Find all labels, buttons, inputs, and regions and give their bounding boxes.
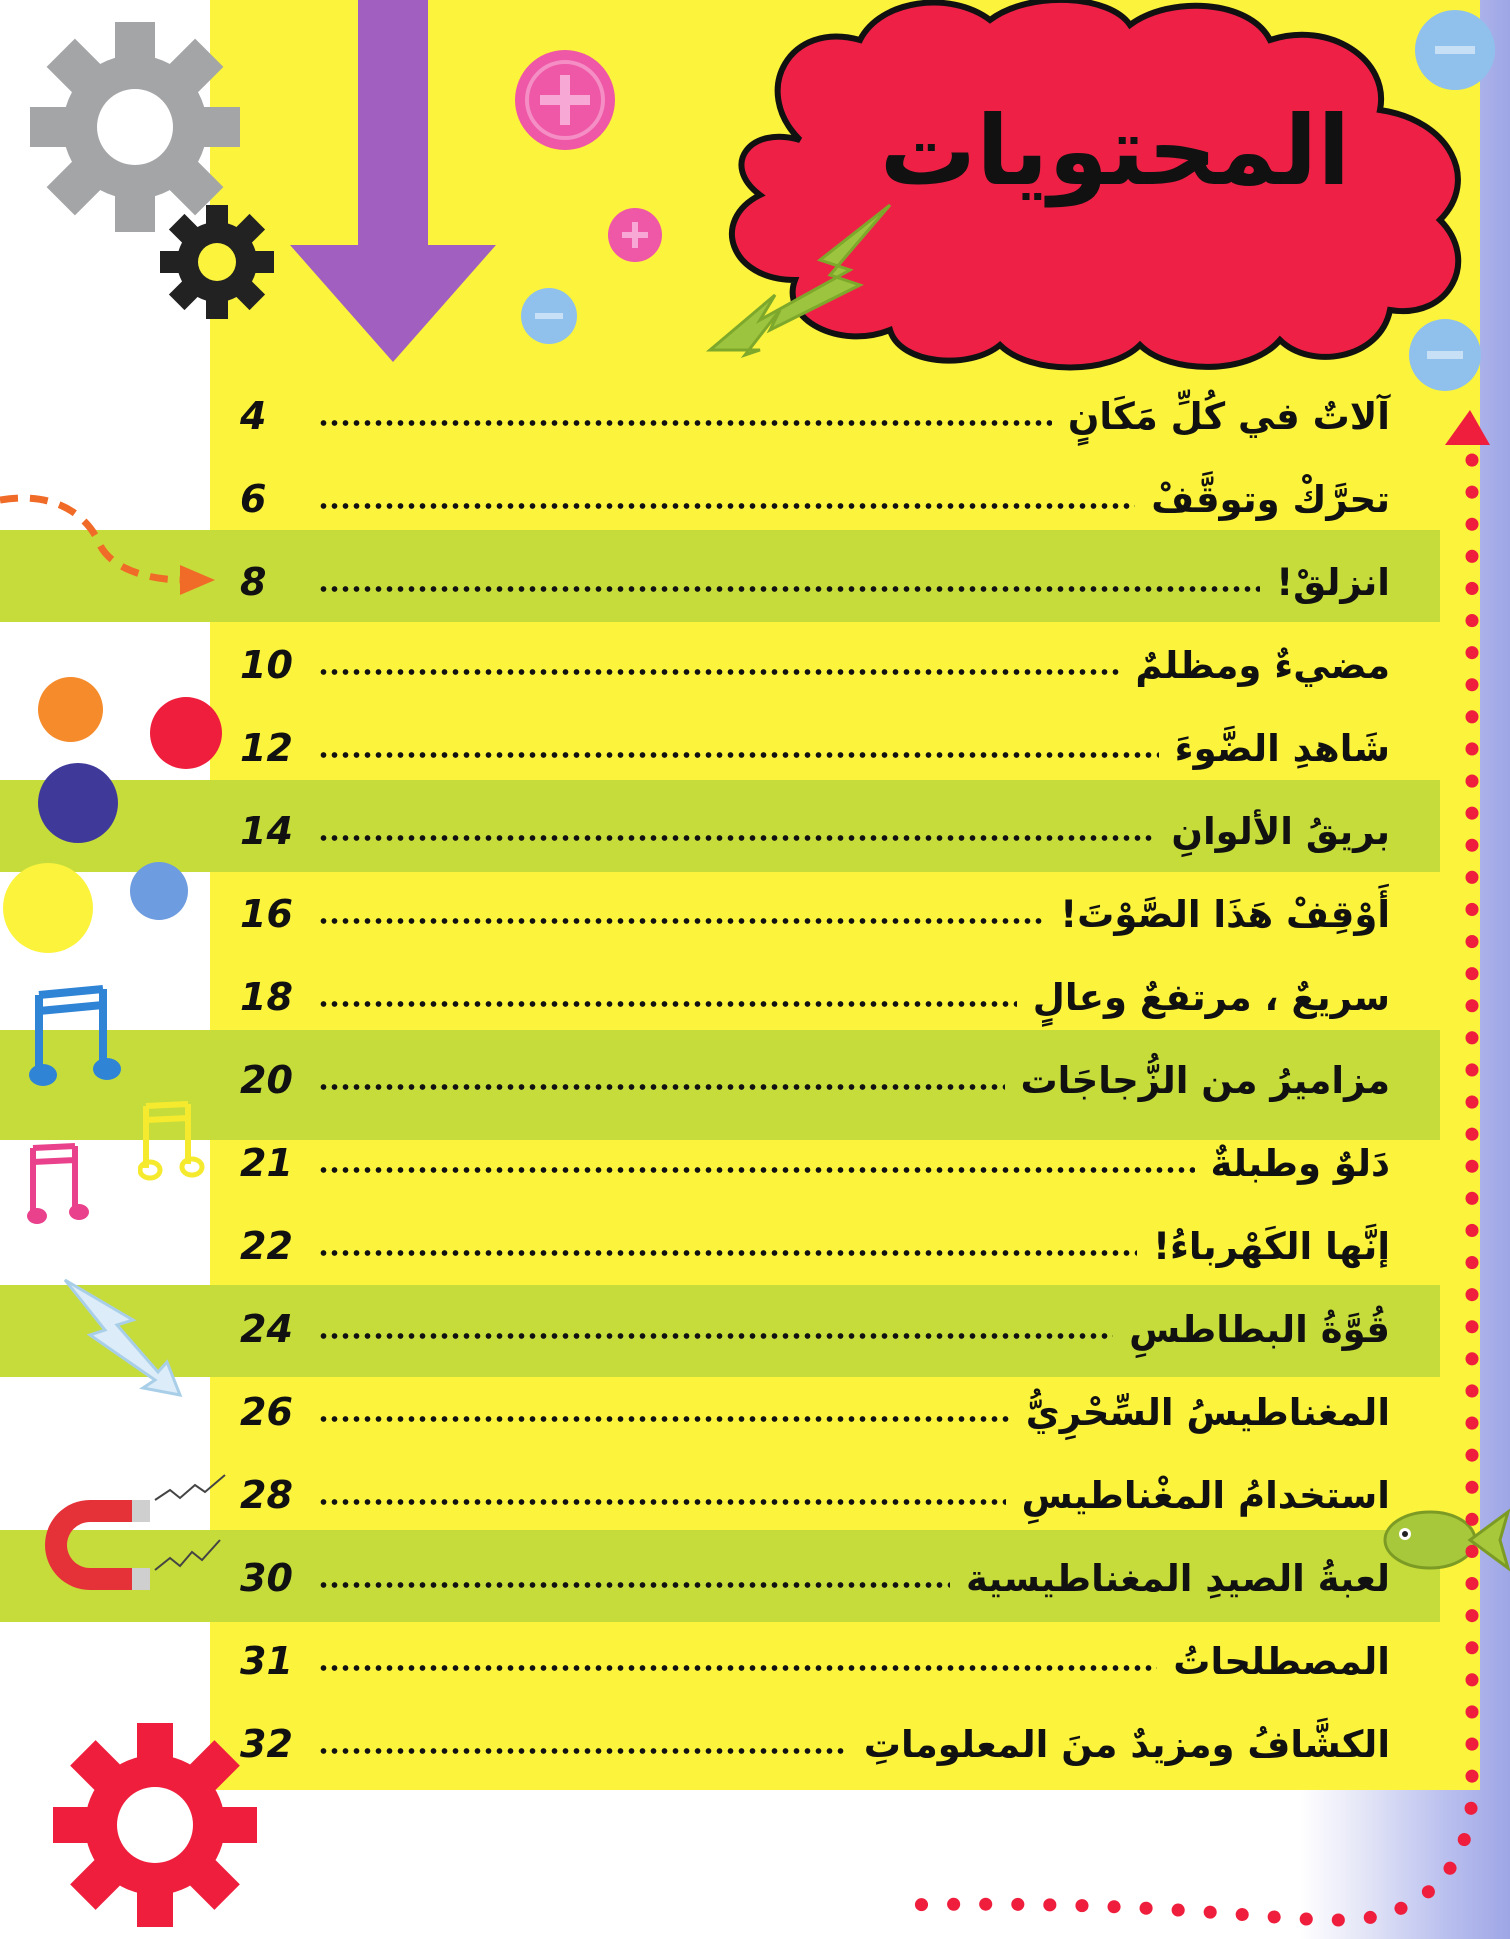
toc-row[interactable] <box>240 546 1390 618</box>
toc-leader <box>318 1250 1137 1256</box>
toc-page: 24 <box>240 1307 293 1351</box>
toc-label: الكشَّافُ ومزيدٌ منَ المعلوماتِ <box>863 1722 1390 1766</box>
toc-label: استخدامُ المغْناطيسِ <box>1021 1473 1390 1517</box>
down-arrow-icon <box>290 0 500 365</box>
toc-page: 30 <box>240 1556 293 1600</box>
minus-icon <box>518 285 580 347</box>
toc-page: 21 <box>240 1141 293 1185</box>
toc-page: 4 <box>240 394 267 438</box>
toc-leader <box>318 835 1155 841</box>
yellow-circle <box>3 863 93 953</box>
toc-label: شَاهدِ الضَّوءَ <box>1174 726 1390 770</box>
toc-leader <box>318 1084 1005 1090</box>
toc-page: 31 <box>240 1639 293 1683</box>
toc-label: تحرَّكْ وتوقَّفْ <box>1151 477 1390 521</box>
gear-icon <box>50 1720 260 1930</box>
toc-page: 28 <box>240 1473 293 1517</box>
toc-row[interactable] <box>240 1210 1390 1282</box>
toc-leader <box>318 1665 1157 1671</box>
toc-leader <box>318 1499 1006 1505</box>
toc-label: قُوَّةُ البطاطسِ <box>1129 1307 1390 1351</box>
toc-label: سريعٌ ، مرتفعٌ وعالٍ <box>1032 975 1390 1019</box>
toc-row[interactable] <box>240 1376 1390 1448</box>
toc-row[interactable] <box>240 1542 1390 1614</box>
toc-page: 18 <box>240 975 293 1019</box>
toc-label: إنَّها الكَهْرباءُ! <box>1153 1224 1390 1268</box>
toc-row[interactable] <box>240 1127 1390 1199</box>
toc-page: 12 <box>240 726 293 770</box>
lightning-icon <box>55 1270 185 1400</box>
toc-page: 6 <box>240 477 267 521</box>
toc-row[interactable] <box>240 380 1390 452</box>
lightning-icon <box>700 200 900 360</box>
magnet-icon <box>20 1470 230 1620</box>
toc-row[interactable] <box>240 463 1390 535</box>
page-title: المحتويات <box>879 95 1351 207</box>
toc-row[interactable] <box>240 1708 1390 1780</box>
blue-circle <box>130 862 188 920</box>
toc-row[interactable] <box>240 629 1390 701</box>
toc-label: المغناطيسُ السِّحْرِيُّ <box>1025 1390 1390 1434</box>
toc-leader <box>318 752 1159 758</box>
toc-leader <box>318 1748 848 1754</box>
toc-label: مضيءٌ ومظلمٌ <box>1135 643 1390 687</box>
toc-leader <box>318 1416 1010 1422</box>
toc-page: 20 <box>240 1058 293 1102</box>
gear-icon <box>160 205 275 320</box>
toc-row[interactable] <box>240 1044 1390 1116</box>
toc-label: انزلقْ! <box>1276 560 1390 604</box>
toc-label: آلاتٌ في كُلِّ مَكَانٍ <box>1067 394 1390 438</box>
gear-icon <box>28 20 243 235</box>
toc-row[interactable] <box>240 1459 1390 1531</box>
toc-row[interactable] <box>240 1625 1390 1697</box>
toc-page: 10 <box>240 643 293 687</box>
toc-row[interactable] <box>240 712 1390 784</box>
toc-leader <box>318 1001 1017 1007</box>
minus-icon <box>1410 5 1500 95</box>
toc-leader <box>318 1333 1113 1339</box>
toc-leader <box>318 918 1044 924</box>
toc-label: أَوْقِفْ هَذَا الصَّوْتَ! <box>1060 892 1390 936</box>
toc-leader <box>318 1582 950 1588</box>
toc-page: 22 <box>240 1224 293 1268</box>
toc-label: دَلوٌ وطبلةٌ <box>1210 1141 1390 1185</box>
minus-icon <box>1405 315 1485 395</box>
music-note-icon <box>25 1140 95 1230</box>
toc-leader <box>318 420 1052 426</box>
toc-page: 8 <box>240 560 267 604</box>
toc-row[interactable] <box>240 878 1390 950</box>
toc-leader <box>318 1167 1195 1173</box>
toc-label: لعبةُ الصيدِ المغناطيسية <box>965 1556 1390 1600</box>
toc-page: 14 <box>240 809 293 853</box>
toc-page: 16 <box>240 892 293 936</box>
toc-label: المصطلحاتُ <box>1173 1639 1390 1683</box>
toc-label: بريقُ الألوانِ <box>1171 809 1390 853</box>
red-circle <box>150 697 222 769</box>
toc-page: 32 <box>240 1722 293 1766</box>
toc-leader <box>318 669 1119 675</box>
music-note-icon <box>138 1100 208 1185</box>
toc-row[interactable] <box>240 795 1390 867</box>
toc-row[interactable] <box>240 961 1390 1033</box>
toc-leader <box>318 586 1260 592</box>
toc-leader <box>318 503 1135 509</box>
orange-circle <box>38 677 103 742</box>
toc-page: 26 <box>240 1390 293 1434</box>
plus-icon <box>510 45 620 155</box>
plus-icon <box>605 205 665 265</box>
navy-circle <box>38 763 118 843</box>
music-note-icon <box>25 985 125 1095</box>
toc-label: مزاميرُ من الزُّجاجَات <box>1020 1058 1390 1102</box>
dashed-arrow-icon <box>0 490 230 600</box>
toc-row[interactable] <box>240 1293 1390 1365</box>
